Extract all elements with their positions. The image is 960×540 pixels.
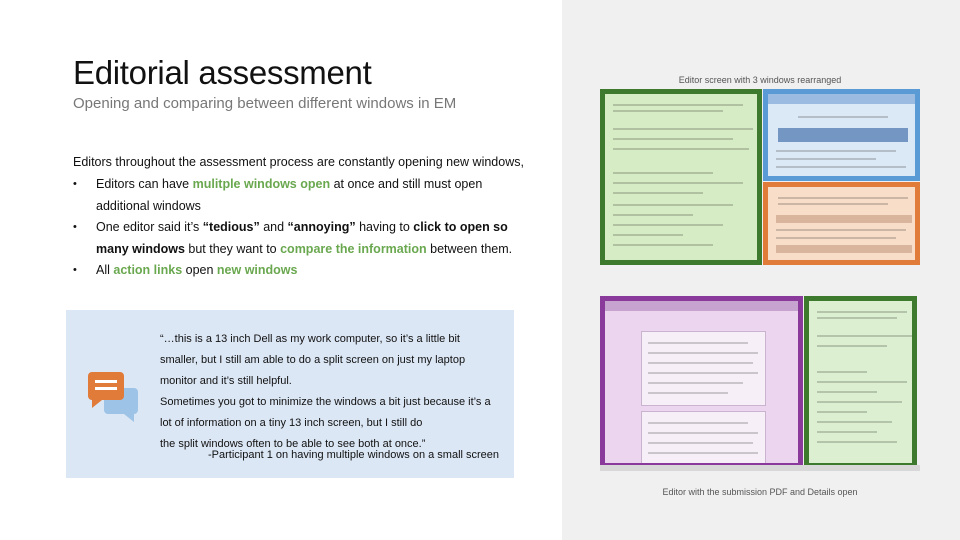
quote-box [66, 310, 514, 478]
screenshot-three-windows [600, 89, 920, 269]
pdf-page [641, 331, 766, 406]
bullet-3-highlight-action-links: action links [113, 263, 183, 277]
window-green-frame [600, 89, 762, 265]
quote-line: monitor and it’s still helpful. [160, 375, 292, 387]
quote-line: the split windows often to be able to see both at once.” [160, 438, 426, 450]
quote-line: lot of information on a tiny 13 inch screen, but I still do [160, 417, 423, 429]
caption-top: Editor screen with 3 windows rearranged [678, 75, 842, 85]
bullet-item-3 [73, 260, 513, 282]
taskbar [600, 465, 920, 471]
bullet-3-highlight-new-windows: new windows [216, 263, 298, 277]
quote-line: “…this is a 13 inch Dell as my work computer, so it’s a little bit [160, 333, 460, 345]
window-green-details-frame [804, 296, 917, 468]
slide-title: Editorial assessment [73, 54, 372, 91]
bullet-item-2 [73, 217, 513, 260]
bullet-2-quote-tedious: “tedious” [202, 220, 260, 234]
screenshot-pdf-and-details [600, 296, 920, 471]
bullet-list [73, 174, 513, 282]
bullet-2-pre: One editor said it’s [96, 220, 203, 234]
caption-bottom: Editor with the submission PDF and Details open [662, 487, 858, 497]
bullet-2-bold: click to open so many windows [96, 220, 508, 256]
window-blue-frame [763, 89, 920, 181]
intro-text: Editors throughout the assessment process are constantly opening new windows, [73, 155, 524, 169]
quote-line: smaller, but I still am able to do a split screen on just my laptop [160, 354, 466, 366]
quote-line: Sometimes you got to minimize the windows a bit just because it’s a [160, 396, 491, 408]
pdf-page [641, 411, 766, 468]
bullet-1-pre: Editors can have [96, 177, 193, 191]
bullet-2-highlight: compare the information [280, 241, 427, 256]
window-orange-frame [763, 182, 920, 265]
bullet-1-post: at once and still must open additional windows [96, 177, 483, 213]
bullet-1-highlight: mulitple windows open [192, 177, 331, 191]
bullet-3-mid: open [182, 263, 217, 277]
window-purple-frame [600, 296, 803, 468]
chat-bubbles-icon [84, 370, 144, 425]
bullet-2-quote-annoying: “annoying” [287, 220, 356, 234]
bullet-2-mid2: having to [355, 220, 414, 234]
quote-text [160, 329, 510, 455]
bullet-2-mid3: but they want to [184, 241, 281, 256]
quote-attribution: -Participant 1 on having multiple windows on a small screen [208, 449, 500, 461]
bullet-2-post: between them. [426, 241, 513, 256]
bullet-3-pre: All [96, 263, 114, 277]
bullet-item-1 [73, 174, 513, 217]
slide-subtitle: Opening and comparing between different windows in EM [73, 95, 457, 112]
bullet-2-mid: and [259, 220, 288, 234]
